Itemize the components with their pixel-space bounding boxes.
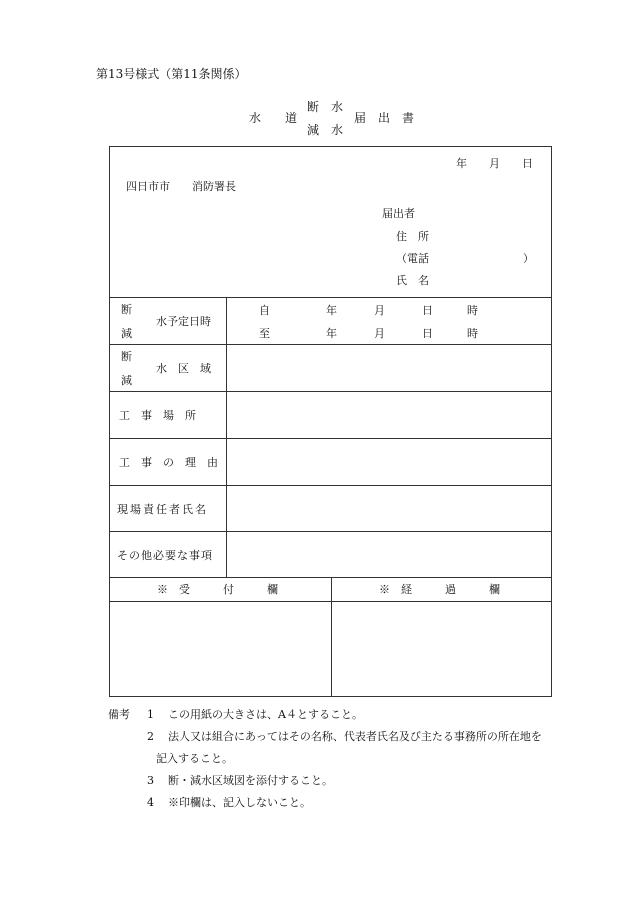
progress-column-header: ※ 経 過 欄 xyxy=(379,583,500,596)
from-month: 月 xyxy=(374,304,385,317)
note-text: 断・減水区域図を添付すること。 xyxy=(168,774,333,787)
from-day: 日 xyxy=(422,304,433,317)
addressee: 四日市市 消防署長 xyxy=(126,180,236,193)
area-label-bottom: 減 xyxy=(121,374,132,387)
note-text: ※印欄は、記入しないこと。 xyxy=(168,796,311,809)
title-prefix: 水 道 xyxy=(249,111,298,125)
to-year: 年 xyxy=(326,327,337,340)
note-number: 1 xyxy=(147,708,154,721)
label-column-divider xyxy=(226,297,227,577)
to-month: 月 xyxy=(374,327,385,340)
divider xyxy=(110,391,551,392)
phone-label: （電話 xyxy=(396,252,429,265)
note-text: 記入すること。 xyxy=(156,752,233,765)
reason-label: 工 事 の 理 由 xyxy=(119,456,218,469)
schedule-label-main: 水予定日時 xyxy=(156,315,211,328)
note-text: この用紙の大きさは、A４とすること。 xyxy=(168,708,363,721)
address-label: 住 所 xyxy=(396,230,429,243)
form-table xyxy=(109,146,552,697)
date-field: 年 月 日 xyxy=(456,157,533,170)
title-suffix: 届 出 書 xyxy=(354,111,415,125)
note-text: 法人又は組合にあってはその名称、代表者氏名及び主たる事務所の所在地を xyxy=(168,730,542,743)
divider xyxy=(110,344,551,345)
schedule-label-bottom: 減 xyxy=(121,327,132,340)
schedule-label-top: 断 xyxy=(121,303,132,316)
reception-column-header: ※ 受 付 欄 xyxy=(157,583,278,596)
note-number: 3 xyxy=(147,774,154,787)
note-number: 4 xyxy=(147,796,154,809)
to-day: 日 xyxy=(422,327,433,340)
name-label: 氏 名 xyxy=(396,274,429,287)
other-label: その他必要な事項 xyxy=(117,549,213,562)
title-bottom: 減 水 xyxy=(307,123,344,137)
divider xyxy=(110,438,551,439)
to-hour: 時 xyxy=(467,327,478,340)
from-hour: 時 xyxy=(467,304,478,317)
note-number: 2 xyxy=(147,730,154,743)
form-number: 第13号様式（第11条関係） xyxy=(96,67,247,81)
title-top: 断 水 xyxy=(307,100,344,114)
from-year: 年 xyxy=(326,304,337,317)
area-label-main: 水 区 域 xyxy=(156,362,211,375)
site-label: 工 事 場 所 xyxy=(119,409,196,422)
divider xyxy=(110,485,551,486)
divider xyxy=(110,297,551,298)
phone-close: ） xyxy=(523,252,534,265)
divider xyxy=(110,531,551,532)
manager-label: 現場責任者氏名 xyxy=(117,503,208,516)
area-label-top: 断 xyxy=(121,350,132,363)
from-prefix: 自 xyxy=(259,304,270,317)
to-prefix: 至 xyxy=(259,327,270,340)
submitter-label: 届出者 xyxy=(382,207,415,220)
footer-column-divider xyxy=(331,577,332,697)
notes-heading: 備考 xyxy=(108,708,130,721)
